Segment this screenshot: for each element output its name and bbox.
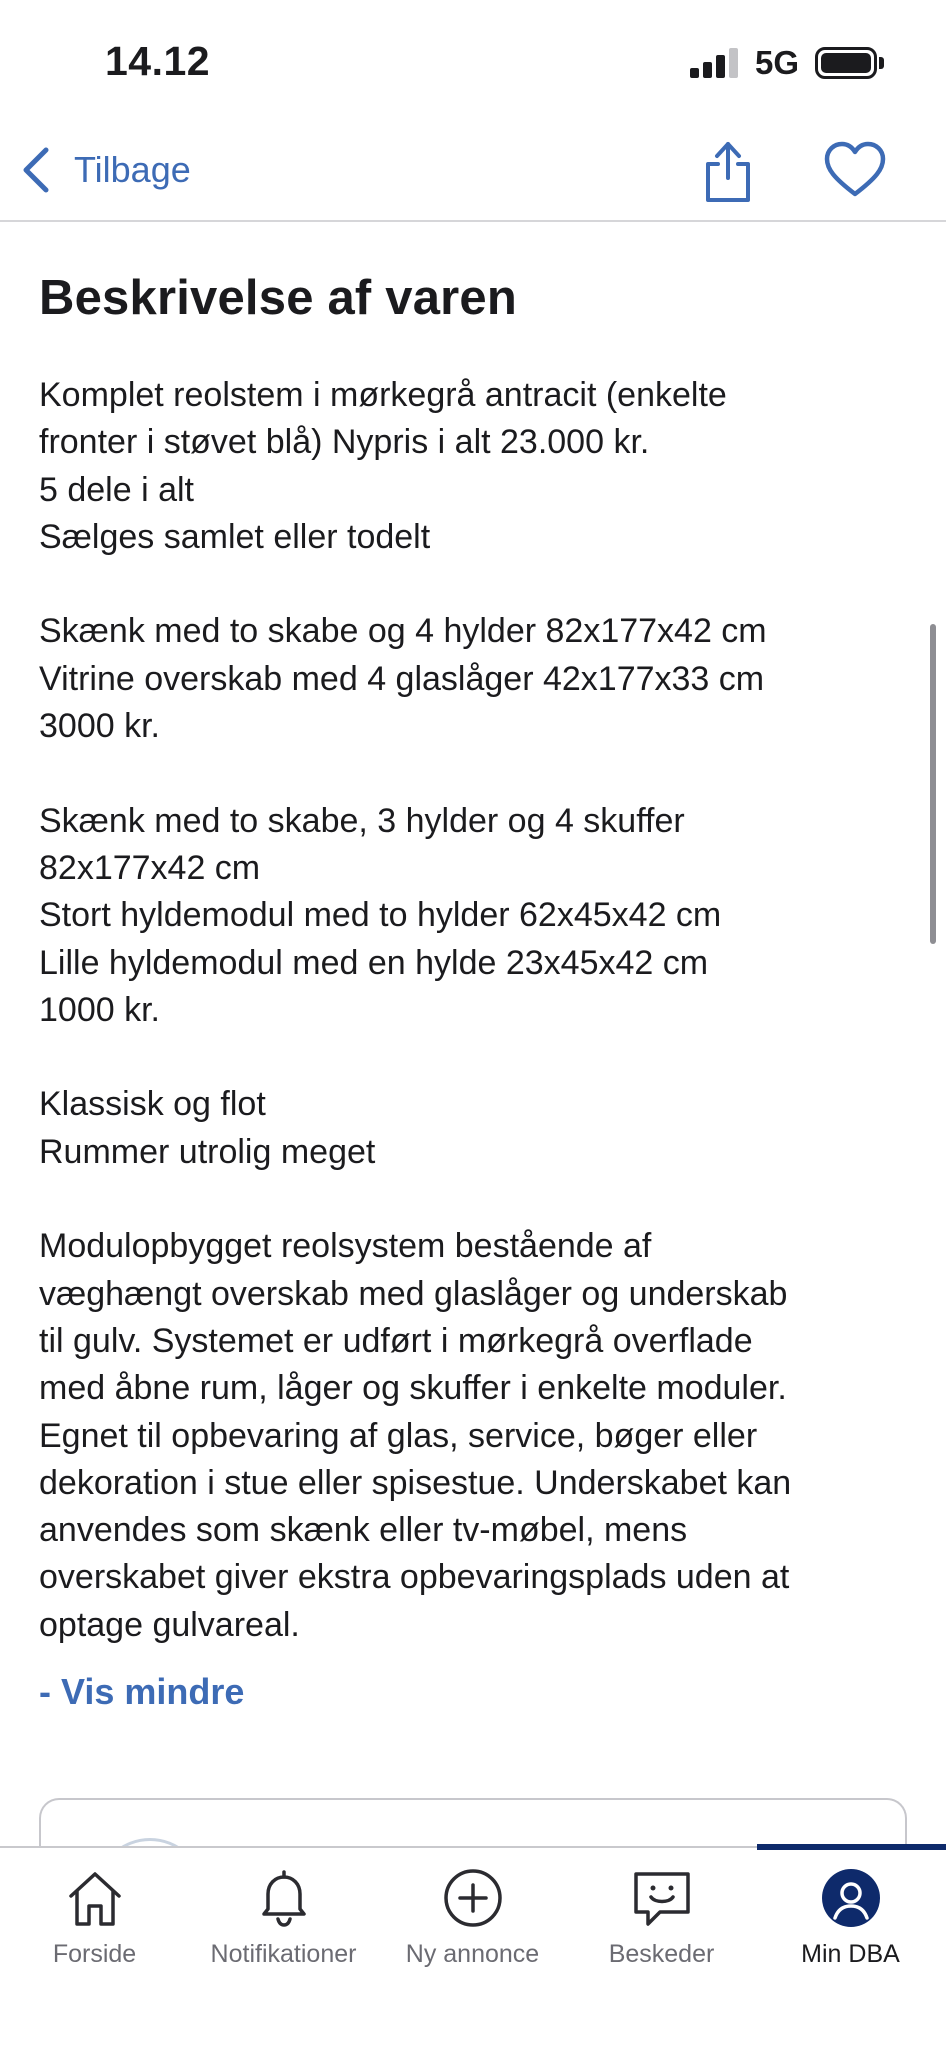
tab-beskeder[interactable] bbox=[567, 1848, 756, 1998]
tab-ny-annonce[interactable] bbox=[378, 1848, 567, 1998]
description-line: til gulv. Systemet er udført i mørkegrå overflade bbox=[39, 1321, 753, 1360]
signal-icon bbox=[690, 48, 740, 78]
tab-label: Notifikationer bbox=[210, 1940, 357, 1968]
description-line: Skænk med to skabe, 3 hylder og 4 skuffer bbox=[39, 801, 685, 840]
status-time: 14.12 bbox=[105, 38, 211, 84]
chat-icon bbox=[630, 1866, 694, 1930]
tab-label: Ny annonce bbox=[405, 1940, 540, 1968]
battery-tip bbox=[879, 57, 884, 69]
home-icon bbox=[63, 1866, 127, 1930]
description-line: væghængt overskab med glaslåger og underskab bbox=[39, 1274, 788, 1313]
back-label: Tilbage bbox=[74, 149, 191, 190]
description-line: Skænk med to skabe og 4 hylder 82x177x42 cm bbox=[39, 612, 767, 651]
description-line: dekoration i stue eller spisestue. Underskabet kan bbox=[39, 1463, 792, 1502]
section-title: Beskrivelse af varen bbox=[39, 271, 517, 325]
status-bar bbox=[0, 0, 946, 120]
tab-notifikationer[interactable] bbox=[189, 1848, 378, 1998]
tab-min-dba[interactable] bbox=[756, 1848, 945, 1998]
tab-label: Min DBA bbox=[801, 1940, 900, 1968]
description-line: fronter i støvet blå) Nypris i alt 23.000 kr. bbox=[39, 423, 650, 462]
description-line: anvendes som skænk eller tv-møbel, mens bbox=[39, 1511, 688, 1550]
back-button[interactable] bbox=[18, 140, 191, 200]
description-line: Sælges samlet eller todelt bbox=[39, 517, 431, 556]
nav-bar bbox=[0, 120, 946, 222]
battery-icon bbox=[815, 47, 877, 79]
show-less-link[interactable]: - Vis mindre bbox=[39, 1671, 245, 1712]
paragraph-gap bbox=[39, 561, 919, 608]
profile-icon bbox=[819, 1866, 883, 1930]
tab-label: Forside bbox=[52, 1940, 137, 1968]
paragraph-gap bbox=[39, 750, 919, 797]
description-line: Egnet til opbevaring af glas, service, bøger eller bbox=[39, 1416, 758, 1455]
description-line: Komplet reolstem i mørkegrå antracit (enkelte bbox=[39, 376, 727, 414]
description-line: 1000 kr. bbox=[39, 990, 160, 1029]
paragraph-gap bbox=[39, 1034, 919, 1081]
description-line: 5 dele i alt bbox=[39, 470, 194, 509]
description-line: optage gulvareal. bbox=[39, 1605, 300, 1644]
share-icon[interactable] bbox=[700, 138, 756, 204]
plus-circle-icon bbox=[441, 1866, 505, 1930]
tab-label: Beskeder bbox=[608, 1940, 715, 1968]
description-line: Rummer utrolig meget bbox=[39, 1132, 376, 1171]
description-line: Modulopbygget reolsystem bestående af bbox=[39, 1227, 652, 1266]
description-line: Lille hyldemodul med en hylde 23x45x42 cm bbox=[39, 943, 709, 982]
description-line: 82x177x42 cm bbox=[39, 848, 261, 887]
description-line: 3000 kr. bbox=[39, 707, 160, 746]
description-line: Klassisk og flot bbox=[39, 1085, 266, 1124]
scrollbar[interactable] bbox=[930, 624, 936, 944]
description-text bbox=[39, 372, 919, 1649]
chevron-left-icon bbox=[18, 142, 58, 198]
tab-bar bbox=[0, 1846, 946, 2048]
description-line: Stort hyldemodul med to hylder 62x45x42 cm bbox=[39, 896, 722, 935]
network-type: 5G bbox=[755, 44, 800, 81]
active-tab-indicator bbox=[757, 1844, 946, 1850]
paragraph-gap bbox=[39, 1176, 919, 1223]
description-line: med åbne rum, låger og skuffer i enkelte moduler. bbox=[39, 1369, 787, 1408]
heart-icon[interactable] bbox=[822, 138, 888, 204]
bell-icon bbox=[252, 1866, 316, 1930]
description-line: Vitrine overskab med 4 glaslåger 42x177x33 cm bbox=[39, 659, 765, 698]
description-line: overskabet giver ekstra opbevaringsplads uden at bbox=[39, 1558, 790, 1597]
tab-forside[interactable] bbox=[0, 1848, 189, 1998]
